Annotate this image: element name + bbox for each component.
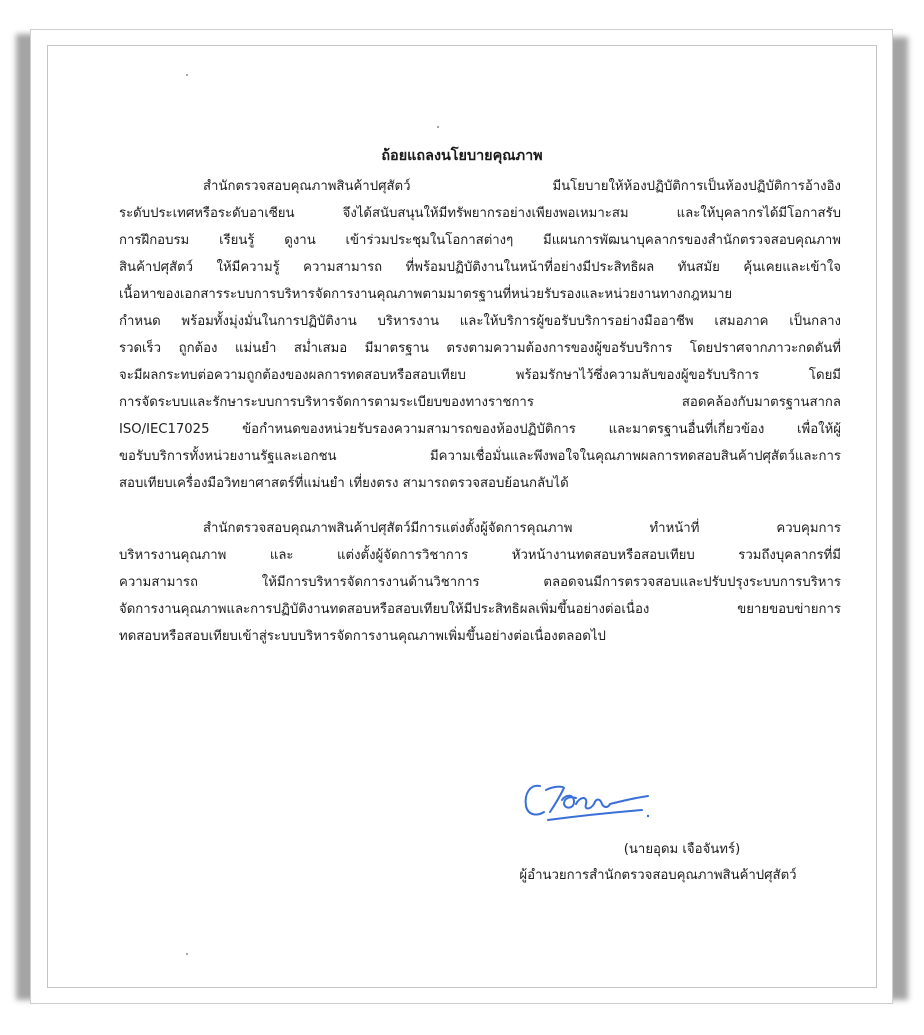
paragraph-line: สินค้าปศุสัตว์ ให้มีความรู้ ความสามารถ ที่พร้อมปฏิบัติงานในหน้าที่อย่างมีประสิทธิผล ทันสมัย คุ้นเคยและเข้าใจ <box>119 260 841 275</box>
policy-paragraph-1 <box>119 173 841 497</box>
speck <box>186 74 188 76</box>
paragraph-line: ความสามารถ ให้มีการบริหารจัดการงานด้านวิชาการ ตลอดจนมีการตรวจสอบและปรับปรุงระบบการบริหาร <box>119 575 841 590</box>
paragraph-line: การฝึกอบรม เรียนรู้ ดูงาน เข้าร่วมประชุมในโอกาสต่างๆ มีแผนการพัฒนาบุคลากรของสำนักตรวจสอบคุณภาพ <box>119 233 841 248</box>
paragraph-line: ทดสอบหรือสอบเทียบเข้าสู่ระบบบริหารจัดการงานคุณภาพเพิ่มขึ้นอย่างต่อเนื่องตลอดไป <box>119 629 606 644</box>
paragraph-line: สำนักตรวจสอบคุณภาพสินค้าปศุสัตว์มีการแต่งตั้งผู้จัดการคุณภาพ ทำหน้าที่ ควบคุมการ <box>203 521 841 536</box>
paragraph-line: การจัดระบบและรักษาระบบการบริหารจัดการตามระเบียบของทางราชการ สอดคล้องกับมาตรฐานสากล <box>119 395 841 410</box>
document-border <box>47 45 877 988</box>
paragraph-line: สอบเทียบเครื่องมือวิทยาศาสตร์ที่แม่นยำ เที่ยงตรง สามารถตรวจสอบย้อนกลับได้ <box>119 476 569 491</box>
policy-paragraph-2 <box>119 515 841 650</box>
handwritten-signature-icon <box>518 776 678 836</box>
signer-name: (นายอุดม เจือจันทร์) <box>623 842 741 857</box>
paragraph-line: กำหนด พร้อมทั้งมุ่งมั่นในการปฏิบัติงาน บริหารงาน และให้บริการผู้ขอรับบริการอย่างมืออาชีพ เสมอภาค เป็นกลาง <box>119 314 841 329</box>
paragraph-line: เนื้อหาของเอกสารระบบการบริหารจัดการงานคุณภาพตามมาตรฐานที่หน่วยรับรองและหน่วยงานทางกฎหมาย <box>119 287 733 302</box>
speck <box>437 126 439 128</box>
paragraph-line: ขอรับบริการทั้งหน่วยงานรัฐและเอกชน มีความเชื่อมั่นและพึงพอใจในคุณภาพผลการทดสอบสินค้าปศุสัตว์และการ <box>119 449 841 464</box>
paragraph-line: จะมีผลกระทบต่อความถูกต้องของผลการทดสอบหรือสอบเทียบ พร้อมรักษาไว้ซึ่งความลับของผู้ขอรับบริการ โดยมี <box>119 368 841 383</box>
paragraph-line: รวดเร็ว ถูกต้อง แม่นยำ สม่ำเสมอ มีมาตรฐาน ตรงตามความต้องการของผู้ขอรับบริการ โดยปราศจากภาวะกดดันที่ <box>119 341 841 356</box>
paragraph-line: สำนักตรวจสอบคุณภาพสินค้าปศุสัตว์ มีนโยบายให้ห้องปฏิบัติการเป็นห้องปฏิบัติการอ้างอิง <box>203 179 841 194</box>
paragraph-line: ระดับประเทศหรือระดับอาเซียน จึงได้สนับสนุนให้มีทรัพยากรอย่างเพียงพอเหมาะสม และให้บุคลากรได้มีโอกาสรับ <box>119 206 841 221</box>
paragraph-line: บริหารงานคุณภาพ และ แต่งตั้งผู้จัดการวิชาการ หัวหน้างานทดสอบหรือสอบเทียบ รวมถึงบุคลากรที่มี <box>119 548 841 563</box>
paragraph-line: จัดการงานคุณภาพและการปฏิบัติงานทดสอบหรือสอบเทียบให้มีประสิทธิผลเพิ่มขึ้นอย่างต่อเนื่อง ขยายขอบข่ายการ <box>119 602 841 617</box>
signer-position: ผู้อำนวยการสำนักตรวจสอบคุณภาพสินค้าปศุสัตว์ <box>519 868 797 883</box>
paragraph-line: ISO/IEC17025 ข้อกำหนดของหน่วยรับรองความสามารถของห้องปฏิบัติการ และมาตรฐานอื่นที่เกี่ยวข้อง เพื่อให้ผู้ <box>119 422 841 437</box>
speck <box>186 953 188 955</box>
document-title: ถ้อยแถลงนโยบายคุณภาพ <box>381 148 543 164</box>
